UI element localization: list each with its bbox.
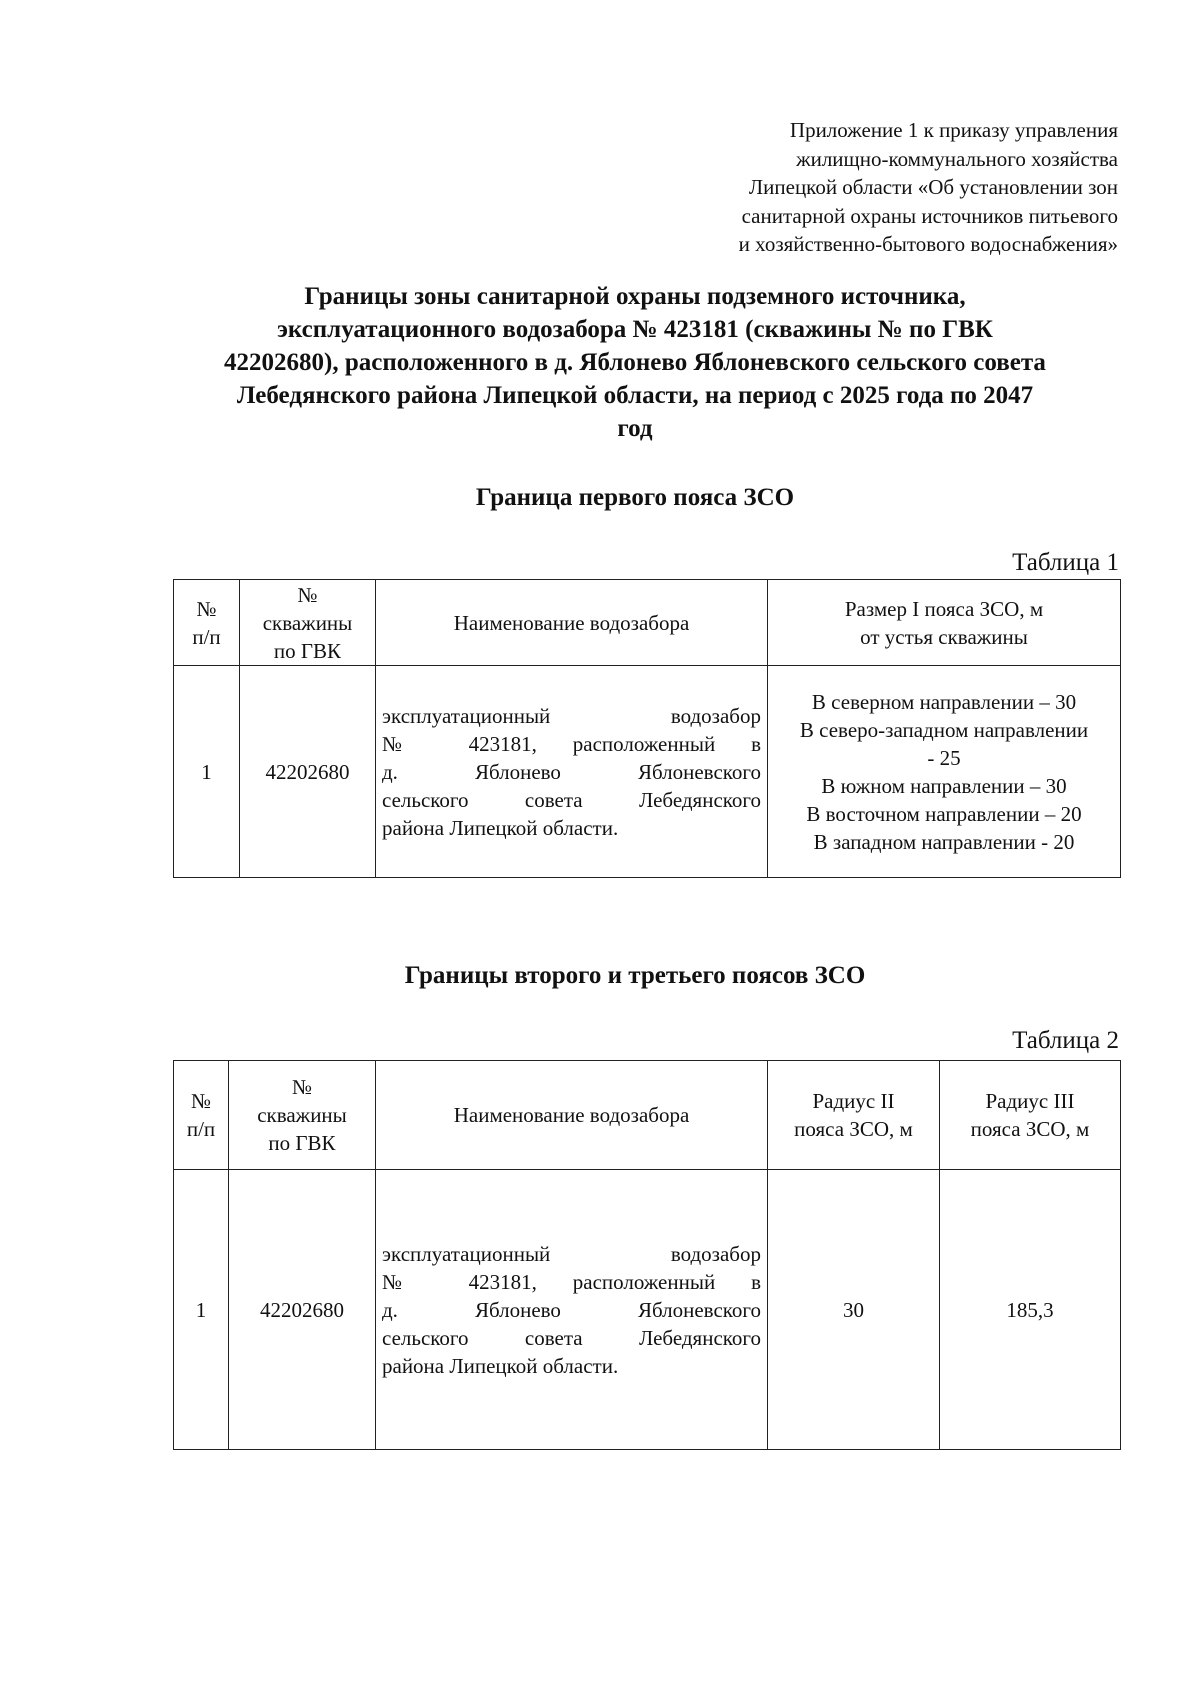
header-text: п/п: [192, 624, 221, 649]
header-name: Наименование водозабора: [376, 1061, 768, 1170]
section-heading-second-third-belt: Границы второго и третьего поясов ЗСО: [404, 962, 866, 989]
title-line: 42202680), расположенного в д. Яблонево Яблоневского сельского совета: [224, 349, 1046, 376]
size-line: В восточном направлении – 20: [806, 801, 1082, 826]
name-line: эксплуатационный водозабор: [382, 703, 761, 728]
section-heading-first-belt: Граница первого пояса ЗСО: [475, 484, 795, 511]
appendix-note: [620, 116, 1118, 259]
header-text: по ГВК: [268, 1131, 336, 1155]
header-num: [174, 1061, 229, 1170]
header-size: [768, 580, 1121, 666]
header-text: №: [297, 582, 318, 607]
header-text: пояса ЗСО, м: [794, 1117, 913, 1141]
appendix-line: жилищно-коммунального хозяйства: [796, 146, 1118, 171]
name-line: № 423181, расположенный в: [382, 731, 761, 756]
header-text: п/п: [186, 1117, 216, 1141]
title-line: Границы зоны санитарной охраны подземного источника,: [304, 283, 966, 310]
name-line: сельского совета Лебедянского: [382, 1325, 761, 1350]
size-line: В западном направлении - 20: [813, 829, 1075, 854]
header-well: [229, 1061, 376, 1170]
cell-num: 1: [174, 666, 240, 878]
cell-name: [376, 1170, 768, 1450]
header-text: по ГВК: [273, 638, 342, 663]
table-second-third-belt: [173, 1060, 1121, 1450]
cell-size: [768, 666, 1121, 878]
header-text: Радиус II: [812, 1089, 895, 1113]
appendix-line: и хозяйственно-бытового водоснабжения»: [738, 232, 1118, 256]
table-header-row: [174, 580, 1121, 666]
name-line: района Липецкой области.: [382, 1353, 619, 1378]
size-line: В северном направлении – 30: [811, 689, 1077, 714]
appendix-line: Приложение 1 к приказу управления: [789, 118, 1118, 142]
header-text: скважины: [257, 1103, 347, 1127]
appendix-line: санитарной охраны источников питьевого: [741, 203, 1118, 228]
cell-name: [376, 666, 768, 878]
document-title: [160, 280, 1110, 445]
header-text: от устья скважины: [860, 624, 1028, 649]
cell-well: 42202680: [240, 666, 376, 878]
header-radius-3: [940, 1061, 1121, 1170]
name-line: д. Яблонево Яблоневского: [382, 1297, 761, 1322]
title-line: год: [617, 415, 653, 442]
appendix-line: Липецкой области «Об установлении зон: [748, 175, 1118, 199]
table-row: [174, 666, 1121, 878]
name-line: эксплуатационный водозабор: [382, 1241, 761, 1266]
table-2-label: Таблица 2: [1012, 1027, 1119, 1054]
header-well: [240, 580, 376, 666]
table-header-row: [174, 1061, 1121, 1170]
header-num: [174, 580, 240, 666]
header-text: пояса ЗСО, м: [970, 1117, 1090, 1141]
header-radius-2: [768, 1061, 940, 1170]
header-text: №: [196, 596, 217, 621]
header-text: Радиус III: [985, 1089, 1075, 1113]
name-line: района Липецкой области.: [382, 815, 619, 840]
name-line: сельского совета Лебедянского: [382, 787, 761, 812]
cell-radius-2: 30: [768, 1170, 940, 1450]
table-first-belt: [173, 579, 1121, 878]
header-name: Наименование водозабора: [376, 580, 768, 666]
title-line: Лебедянского района Липецкой области, на период с 2025 года по 2047: [236, 382, 1034, 409]
size-line: В южном направлении – 30: [821, 773, 1067, 798]
name-line: д. Яблонево Яблоневского: [382, 759, 761, 784]
name-line: № 423181, расположенный в: [382, 1269, 761, 1294]
cell-num: 1: [174, 1170, 229, 1450]
size-line: - 25: [927, 745, 961, 770]
title-line: эксплуатационного водозабора № 423181 (скважины № по ГВК: [277, 316, 993, 343]
header-text: №: [291, 1075, 313, 1099]
table-row: [174, 1170, 1121, 1450]
header-text: Размер I пояса ЗСО, м: [844, 596, 1044, 621]
size-line: В северо-западном направлении: [799, 717, 1089, 742]
header-text: скважины: [262, 610, 353, 635]
cell-radius-3: 185,3: [940, 1170, 1121, 1450]
header-text: №: [190, 1089, 212, 1113]
cell-well: 42202680: [229, 1170, 376, 1450]
table-1-label: Таблица 1: [1012, 549, 1119, 576]
